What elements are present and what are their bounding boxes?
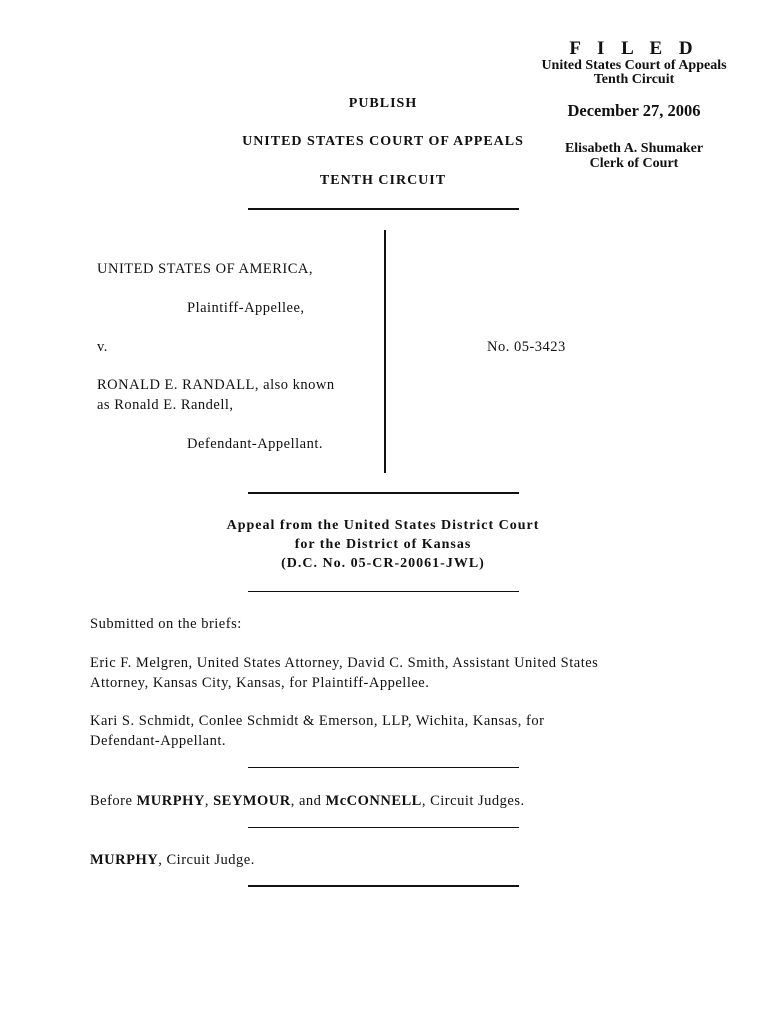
caption-versus: v. xyxy=(97,339,108,355)
caption-defendant-line1: RONALD E. RANDALL, also known xyxy=(97,377,335,393)
divider xyxy=(248,827,519,828)
caption-plaintiff: UNITED STATES OF AMERICA, xyxy=(97,261,313,277)
divider xyxy=(248,767,519,768)
caption-defendant-line2: as Ronald E. Randell, xyxy=(97,397,234,413)
counsel-defendant-line1: Kari S. Schmidt, Conlee Schmidt & Emerson, LLP, Wichita, Kansas, for xyxy=(90,713,545,729)
case-number: No. 05-3423 xyxy=(487,339,566,355)
author-line xyxy=(90,850,255,870)
panel-separator: , xyxy=(204,793,214,809)
appeal-line1: Appeal from the United States District Court xyxy=(226,518,540,533)
submitted-label: Submitted on the briefs: xyxy=(90,616,242,632)
caption-defendant-role: Defendant-Appellant. xyxy=(187,436,324,452)
filed-stamp-date: December 27, 2006 xyxy=(567,101,701,120)
author-suffix: , Circuit Judge. xyxy=(158,852,255,868)
panel-suffix: , Circuit Judges. xyxy=(421,793,525,809)
filed-stamp-word: F I L E D xyxy=(569,38,699,59)
divider xyxy=(248,885,519,887)
publish-label: PUBLISH xyxy=(348,96,418,111)
judge-mcconnell: McCONNELL xyxy=(325,793,422,809)
panel-separator: , and xyxy=(290,793,326,809)
filed-stamp-circuit: Tenth Circuit xyxy=(593,72,675,87)
counsel-plaintiff-line2: Attorney, Kansas City, Kansas, for Plaintiff-Appellee. xyxy=(90,675,430,691)
counsel-defendant-line2: Defendant-Appellant. xyxy=(90,733,227,749)
judge-murphy: MURPHY xyxy=(136,793,205,809)
filed-stamp-clerk-name: Elisabeth A. Shumaker xyxy=(564,141,704,156)
court-name: UNITED STATES COURT OF APPEALS xyxy=(242,134,524,149)
author-judge: MURPHY xyxy=(90,852,159,868)
appeal-line3: (D.C. No. 05-CR-20061-JWL) xyxy=(281,556,485,571)
appeal-line2: for the District of Kansas xyxy=(294,537,472,552)
panel-before: Before xyxy=(90,793,137,809)
judge-seymour: SEYMOUR xyxy=(213,793,291,809)
caption-plaintiff-role: Plaintiff-Appellee, xyxy=(187,300,305,316)
divider xyxy=(248,492,519,494)
counsel-plaintiff-line1: Eric F. Melgren, United States Attorney, David C. Smith, Assistant United States xyxy=(90,655,599,671)
caption-divider xyxy=(384,230,386,473)
filed-stamp-clerk-title: Clerk of Court xyxy=(589,156,679,171)
circuit-name: TENTH CIRCUIT xyxy=(319,173,447,188)
divider xyxy=(248,591,519,592)
filed-stamp-court: United States Court of Appeals xyxy=(541,58,727,73)
panel-line xyxy=(90,791,525,811)
divider xyxy=(248,208,519,210)
